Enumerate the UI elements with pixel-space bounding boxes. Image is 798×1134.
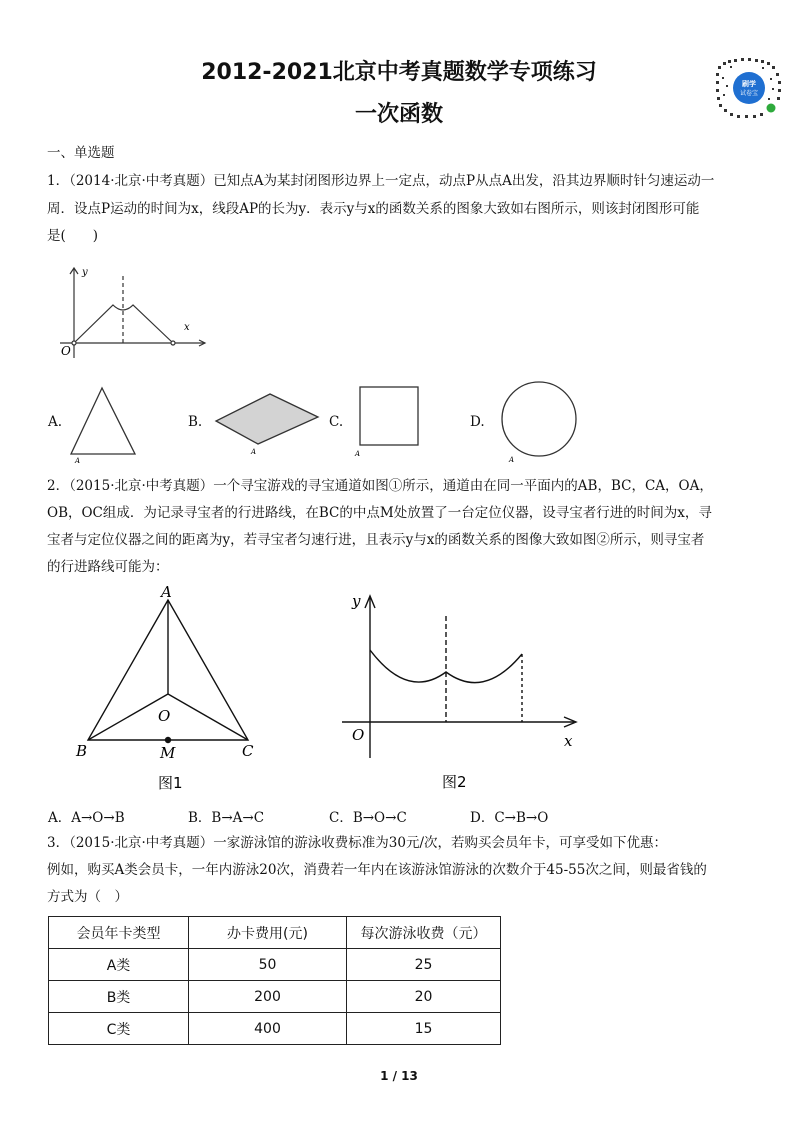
fig2-x-label: x	[564, 732, 573, 750]
q2-line-1: 2．（2015·北京·中考真题）一个寻宝游戏的寻宝通道如图①所示，通道由在同一平面内的AB，BC，CA，OA，	[47, 478, 713, 494]
q1-option-a-label[interactable]: A.	[48, 414, 63, 430]
q2-option-d[interactable]: D．C→B→O	[470, 810, 549, 826]
fig2-y-label: y	[352, 592, 361, 610]
q1-graph-x-label: x	[184, 322, 190, 333]
q1-graph-origin: O	[61, 344, 71, 358]
q1-option-d-label[interactable]: D.	[470, 414, 485, 430]
fig2-origin: O	[352, 726, 365, 744]
q1-option-a-point: A	[75, 457, 81, 465]
q2-line-2: OB，OC组成．为记录寻宝者的行进路线，在BC的中点M处放置了一台定位仪器，设寻宝者行进的时间为x，寻	[47, 505, 712, 521]
q3-line-1: 3．（2015·北京·中考真题）一家游泳馆的游泳收费标准为30元/次，若购买会员年卡，可享受如下优惠：	[47, 835, 668, 851]
q2-option-c[interactable]: C．B→O→C	[329, 810, 407, 826]
page-subtitle: 一次函数	[354, 102, 443, 127]
table-row	[49, 981, 501, 1013]
q1-option-d-point: A	[509, 456, 515, 464]
fig1-caption: 图1	[158, 774, 183, 792]
table-header-cell: 办卡费用(元)	[189, 917, 347, 949]
fig1-label-m: M	[160, 744, 176, 762]
q2-figure-1	[72, 580, 272, 800]
q2-option-b[interactable]: B．B→A→C	[188, 810, 265, 826]
q1-line-3: 是( )	[47, 228, 99, 244]
q2-line-3: 宝者与定位仪器之间的距离为y，若寻宝者匀速行进，且表示y与x的函数关系的图像大致如图②所示，则寻宝者	[47, 532, 705, 548]
q3-line-2: 例如，购买A类会员卡，一年内游泳20次，消费若一年内在该游泳馆游泳的次数介于45-55次之间，则最省钱的	[47, 862, 707, 878]
section-heading: 一、单选题	[47, 145, 115, 161]
fig1-label-o: O	[158, 707, 171, 725]
qr-code-icon	[716, 58, 782, 118]
table-header-row	[49, 917, 501, 949]
q2-figure-2	[338, 588, 588, 798]
q1-line-2: 周．设点P运动的时间为x，线段AP的长为y．表示y与x的函数关系的图象大致如右图所示，则该封闭图形可能	[47, 201, 700, 217]
svg-text:刷学: 刷学	[742, 80, 756, 88]
q2-option-a[interactable]: A．A→O→B	[48, 810, 125, 826]
fig2-caption: 图2	[442, 773, 467, 791]
q1-option-c-point: A	[355, 450, 361, 458]
q1-option-b-point: A	[251, 448, 257, 456]
table-cell: 15	[347, 1013, 501, 1045]
svg-text:试卷宝: 试卷宝	[739, 90, 759, 97]
q1-option-c-square	[348, 385, 423, 460]
table-cell: C类	[49, 1013, 189, 1045]
q1-option-b-rhombus	[214, 392, 324, 456]
q1-option-c-label[interactable]: C.	[329, 414, 344, 430]
table-row	[49, 949, 501, 981]
table-header-cell: 会员年卡类型	[49, 917, 189, 949]
page-number: 1 / 13	[380, 1069, 418, 1083]
table-cell: 50	[189, 949, 347, 981]
table-row	[49, 1013, 501, 1045]
membership-fee-table	[48, 916, 501, 1045]
q1-option-b-label[interactable]: B.	[188, 414, 203, 430]
table-cell: 400	[189, 1013, 347, 1045]
q1-option-a-triangle	[68, 384, 150, 466]
q1-option-d-circle	[498, 380, 583, 465]
table-cell: B类	[49, 981, 189, 1013]
fig1-label-b: B	[76, 742, 88, 760]
fig1-label-a: A	[161, 583, 172, 601]
q1-graph-y-label: y	[82, 267, 88, 278]
q1-line-1: 1．（2014·北京·中考真题）已知点A为某封闭图形边界上一定点，动点P从点A出发，沿其边界顺时针匀速运动一	[47, 173, 715, 189]
table-cell: 25	[347, 949, 501, 981]
q3-line-3: 方式为（ ）	[47, 889, 128, 905]
q2-line-4: 的行进路线可能为：	[47, 559, 169, 575]
qr-code-badge[interactable]	[716, 58, 782, 118]
table-header-cell: 每次游泳收费（元）	[347, 917, 501, 949]
fig1-label-c: C	[242, 742, 254, 760]
table-cell: 20	[347, 981, 501, 1013]
table-cell: A类	[49, 949, 189, 981]
q1-function-graph	[55, 262, 215, 362]
page-title: 2012-2021北京中考真题数学专项练习	[201, 60, 597, 85]
table-cell: 200	[189, 981, 347, 1013]
